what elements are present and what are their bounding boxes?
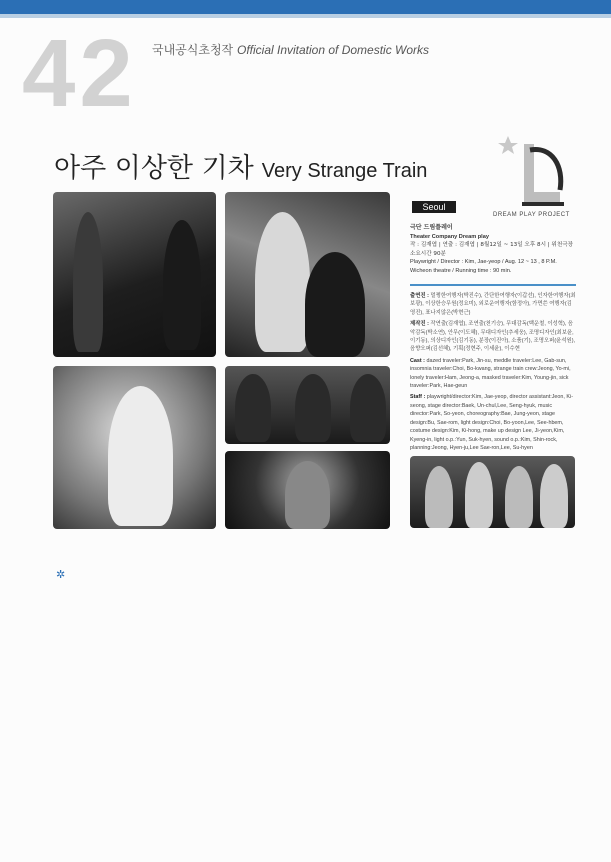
staff-label: Staff : <box>410 394 426 401</box>
city-badge: Seoul <box>412 201 456 213</box>
stage-photo-snow <box>53 366 216 529</box>
stage-photo-three-hats <box>225 366 390 444</box>
performer-figure <box>505 466 533 528</box>
performer-figure <box>295 374 331 442</box>
credits-en: Playwright / Director : Kim, Jae-yeop / Aug. 12 ~ 13 , 8 P.M. <box>410 259 557 266</box>
stage-photo-dark-scene <box>225 451 390 529</box>
staff-ko <box>410 320 576 354</box>
title-ko: 아주 이상한 기차 <box>54 153 254 184</box>
dream-play-logo-icon <box>494 130 574 222</box>
page-number: 42 <box>22 20 137 127</box>
performer-figure <box>108 386 173 526</box>
header-band <box>0 0 611 14</box>
cast-ko <box>410 292 576 317</box>
production-info <box>410 224 576 276</box>
runtime-ko: 소요시간 90분 <box>410 250 446 257</box>
performer-figure <box>73 212 103 352</box>
stage-photo-two-performers <box>53 192 216 357</box>
staff-ko-text: 작연출(김재엽), 조연출(천기승), 무대감독(백운철, 이성혁), 음악감독(박소연), 안무(이도혜), 무대디자인(추세웅), 조명디자인(최보윤, 이기동), 의상디자인(김기동), 분장(이진아), 소품(기), 조명오퍼(윤석원), 음향오퍼(김선혜), 기획(정현주, 이세윤), 이수현 <box>410 321 576 353</box>
venue-en: Wicheon theatre / Running time : 90 min. <box>410 267 512 274</box>
staff-en <box>410 393 576 452</box>
cast-text: dazed traveler:Park, Jin-su, meddle traveler:Lee, Gab-sun, insomnia traveler:Choi, Bo-kwang, strange train crew:Jeong, Yo-mi, lonely traveler:Ham, Jeong-a, masked traveler:Kim, Young-jin, sick traveler:Park, Hae-geun <box>410 357 571 390</box>
performer-figure <box>350 374 386 442</box>
cast-en <box>410 357 576 391</box>
company-en: Theater Company Dream play <box>410 233 489 240</box>
credits-block <box>410 292 576 455</box>
performer-figure <box>163 220 201 350</box>
cast-ko-label: 출연진 : <box>410 293 429 299</box>
performer-figure <box>285 461 330 529</box>
company-ko: 극단 드림플레이 <box>410 224 453 231</box>
stage-photo-embrace <box>225 192 390 357</box>
decorative-mark-icon: ✲ <box>56 568 66 581</box>
performer-figure <box>540 464 568 528</box>
title-en: Very Strange Train <box>261 160 428 182</box>
divider <box>410 284 576 286</box>
performer-figure <box>235 374 271 442</box>
performer-figure <box>465 462 493 528</box>
staff-text: playwright/director:Kim, Jae-yeop, director assistant:Jeon, Ki-seong, stage director:Baek, Un-chul,Lee, Seng-hyuk, music director:Park, So-yeon, choreography:Bae, Jung-yeon, stage design:Bu, Sae-rom, light design:Choi, Bo-yoon,Lee, See-hbem, costume design:Kim, Ki-hong, make up design Lee, Ji-yeon,Kim, Kyeng-in, light o.p.:Yun, Suk-hyen, sound o.p.:Kim, Shin-rock, planning:Jeong, Hyen-ju,Lee Sae-ron,Lee, Su-hyen <box>410 394 573 451</box>
credits-ko: 작 : 김재엽 | 연출 : 김재엽 | 8월12일 ~ 13일 오후 8시 | 위천극장 <box>410 242 574 249</box>
header-band-light <box>0 14 611 18</box>
section-label <box>152 41 429 58</box>
section-label-en: Official Invitation of Domestic Works <box>236 43 430 57</box>
section-label-ko: 국내공식초청작 <box>152 43 234 57</box>
staff-ko-label: 제작진 : <box>410 321 429 328</box>
performer-figure <box>255 212 310 352</box>
stage-photo-ensemble <box>410 456 575 528</box>
page-title <box>54 146 427 185</box>
performer-figure <box>305 252 365 357</box>
cast-label: Cast : <box>410 357 425 364</box>
cast-ko-text: 멀쩡한여행자(박진수), 간단한여행자(이갑선), 인자한여행자(최보광), 이상한승무원(정요미), 외로운여행자(함정아), 가면쓴 여행자(김영진), 표나지않은(박현근) <box>410 293 576 316</box>
performer-figure <box>425 466 453 528</box>
logo-wordmark: DREAM PLAY PROJECT <box>493 212 570 218</box>
